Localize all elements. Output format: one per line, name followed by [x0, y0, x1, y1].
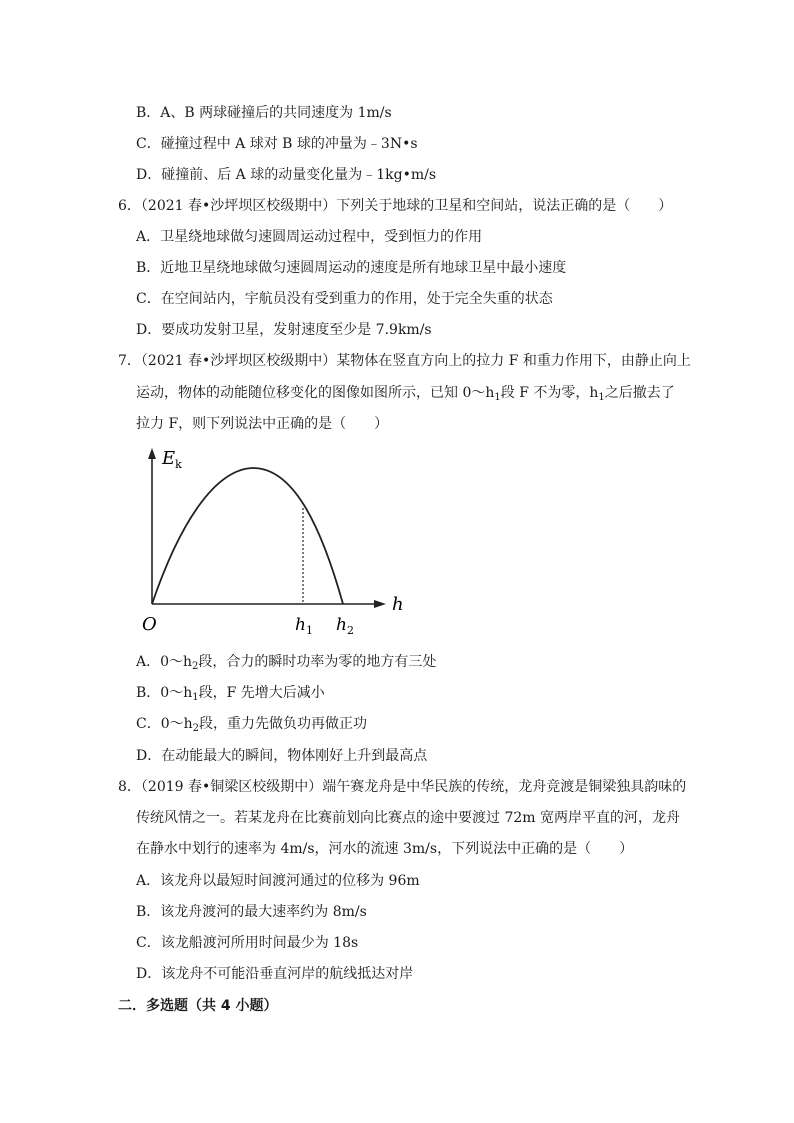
q7-stem-sub-2: 1	[598, 392, 605, 403]
q6-option-d: D．要成功发射卫星，发射速度至少是 7.9km/s	[136, 322, 432, 338]
y-axis-label: $E_k$	[162, 448, 182, 471]
q8-stem-line2: 传统风情之一。若某龙舟在比赛前划向比赛点的途中要渡过 72m 宽两岸平直的河，龙舟	[136, 810, 680, 826]
q7-option-c-sub: 2	[192, 723, 200, 734]
origin-label: O	[142, 614, 157, 635]
q7-option-c-pre: C．0～h	[136, 716, 193, 732]
q5-option-c: C．碰撞过程中 A 球对 B 球的冲量为﹣3N•s	[136, 136, 418, 152]
ek-curve	[152, 468, 343, 604]
q6-option-a: A．卫星绕地球做匀速圆周运动过程中，受到恒力的作用	[136, 229, 483, 245]
q8-option-d: D．该龙舟不可能沿垂直河岸的航线抵达对岸	[136, 966, 414, 982]
h2-tick-label: $h_2$	[336, 615, 354, 637]
q7-option-a-pre: A．0～h	[136, 654, 193, 670]
q8-stem-line1: 8．（2019 春•铜梁区校级期中）端午赛龙舟是中华民族的传统，龙舟竞渡是铜梁独具韵味的	[118, 779, 687, 795]
q7-option-a-sub: 2	[192, 661, 199, 672]
q7-stem-line3: 拉力 F，则下列说法中正确的是（ ）	[136, 416, 389, 432]
q7-option-b	[136, 683, 325, 708]
y-axis-arrow	[148, 448, 156, 459]
q7-option-b-pre: B．0～h	[136, 685, 193, 701]
q6-stem: 6．（2021 春•沙坪坝区校级期中）下列关于地球的卫星和空间站，说法正确的是（ ）	[118, 198, 673, 214]
q6-option-b: B．近地卫星绕地球做匀速圆周运动的速度是所有地球卫星中最小速度	[136, 260, 567, 276]
q7-stem-line2-part-a: 运动，物体的动能随位移变化的图像如图所示，已知 0～h	[136, 385, 495, 401]
x-axis-label: h	[392, 594, 404, 615]
ek-h-figure	[140, 442, 410, 642]
q5-option-d: D．碰撞前、后 A 球的动量变化量为﹣1kg•m/s	[136, 167, 437, 183]
q5-option-b: B．A、B 两球碰撞后的共同速度为 1m/s	[136, 105, 392, 121]
q7-option-c	[136, 714, 367, 739]
x-axis-arrow	[374, 600, 386, 608]
q7-stem-line2-part-b: 段 F 不为零，h	[500, 385, 599, 401]
q7-option-b-post: 段，F 先增大后减小	[198, 685, 325, 701]
q7-option-c-post: 段，重力先做负功再做正功	[199, 716, 368, 732]
q7-stem-sub-1: 1	[494, 392, 501, 403]
q8-option-a: A．该龙舟以最短时间渡河通过的位移为 96m	[136, 873, 420, 889]
q8-option-c: C．该龙船渡河所用时间最少为 18s	[136, 935, 359, 951]
q8-stem-line3: 在静水中划行的速率为 4m/s，河水的流速 3m/s，下列说法中正确的是（ ）	[136, 841, 634, 857]
q7-option-b-sub: 1	[192, 692, 199, 703]
q7-option-d: D．在动能最大的瞬间，物体刚好上升到最高点	[136, 748, 428, 764]
q8-option-b: B．该龙舟渡河的最大速率约为 8m/s	[136, 904, 367, 920]
q6-option-c: C．在空间站内，宇航员没有受到重力的作用，处于完全失重的状态	[136, 291, 553, 307]
q7-option-a-post: 段，合力的瞬时功率为零的地方有三处	[198, 654, 437, 670]
q7-stem-line1: 7．（2021 春•沙坪坝区校级期中）某物体在竖直方向上的拉力 F 和重力作用下，由静止向上	[118, 353, 691, 369]
q7-option-a	[136, 652, 436, 677]
q7-stem-line2-part-c: 之后撤去了	[604, 385, 675, 401]
q7-stem-line2	[136, 383, 675, 408]
h1-tick-label: $h_1$	[295, 615, 313, 637]
section-heading-multiple-choice: 二．多选题（共 4 小题）	[118, 998, 278, 1014]
